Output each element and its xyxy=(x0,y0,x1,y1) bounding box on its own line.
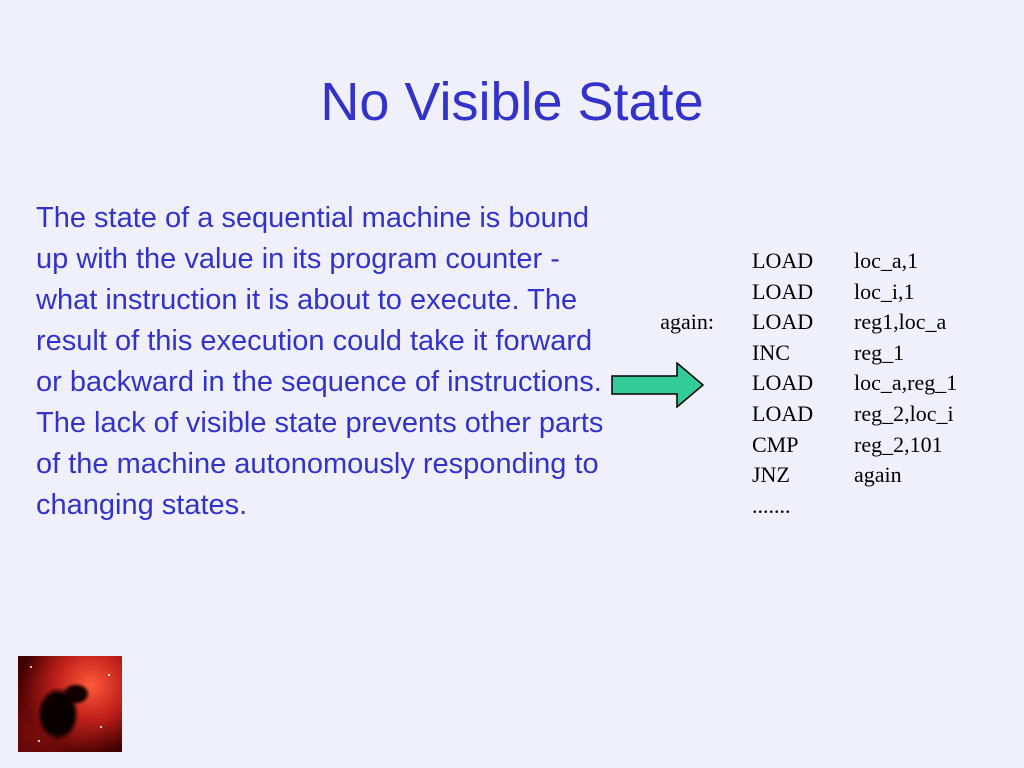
code-line xyxy=(620,460,994,491)
code-line xyxy=(620,368,994,399)
horsehead-nebula-image xyxy=(18,656,122,752)
code-op: JNZ xyxy=(752,462,790,488)
code-listing xyxy=(620,246,994,521)
code-line xyxy=(620,491,994,522)
paragraph-2: The lack of visible state prevents other parts of the machine autonomously responding to changing states. xyxy=(36,407,604,521)
code-line xyxy=(620,430,994,461)
star-dot xyxy=(108,674,110,676)
code-line xyxy=(620,338,994,369)
code-label: again: xyxy=(660,309,714,335)
code-label xyxy=(620,399,752,430)
code-arg: reg_1 xyxy=(854,339,905,365)
star-dot xyxy=(30,666,32,668)
code-op: LOAD xyxy=(752,309,814,335)
code-arg: reg_2,101 xyxy=(854,431,943,457)
code-label xyxy=(620,246,752,277)
code-op: LOAD xyxy=(752,400,814,426)
code-arg: reg1,loc_a xyxy=(854,309,947,335)
star-dot xyxy=(38,740,40,742)
code-line xyxy=(620,277,994,308)
code-label xyxy=(620,430,752,461)
code-op: INC xyxy=(752,339,790,365)
code-line xyxy=(620,399,994,430)
code-op: LOAD xyxy=(752,278,814,304)
code-label xyxy=(620,368,752,399)
code-arg: reg_2,loc_i xyxy=(854,400,954,426)
code-label xyxy=(620,338,752,369)
code-arg: again xyxy=(854,462,902,488)
code-arg xyxy=(854,491,994,522)
code-op: CMP xyxy=(752,431,799,457)
code-line xyxy=(620,307,994,338)
code-label xyxy=(620,277,752,308)
star-dot xyxy=(100,726,102,728)
body-text xyxy=(36,198,606,526)
code-label xyxy=(620,491,752,522)
code-op: LOAD xyxy=(752,370,814,396)
slide-title: No Visible State xyxy=(320,72,704,132)
paragraph-1: The state of a sequential machine is bound up with the value in its program counter - what instruction it is about to execute. The result of this execution could take it forward or backward in the sequence of instructions. xyxy=(36,202,602,398)
code-arg: loc_i,1 xyxy=(854,278,915,304)
code-label xyxy=(620,460,752,491)
code-line xyxy=(620,246,994,277)
code-arg: loc_a,reg_1 xyxy=(854,370,958,396)
code-arg: loc_a,1 xyxy=(854,248,919,273)
code-op: ....... xyxy=(752,492,791,518)
code-op: LOAD xyxy=(752,248,814,273)
